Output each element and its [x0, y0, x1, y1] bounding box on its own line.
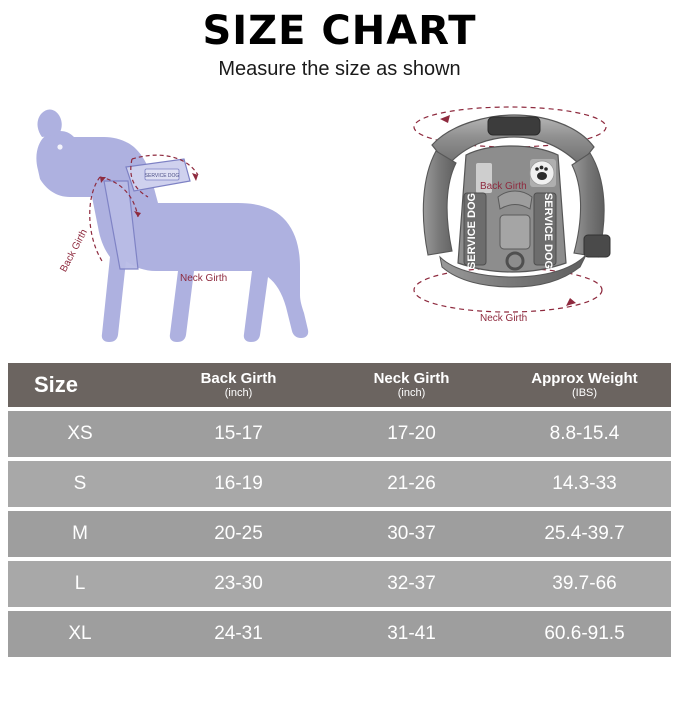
column-header-weight-unit: (IBS): [571, 387, 598, 400]
column-header-back-girth: [152, 363, 325, 407]
cell-back-girth: 24-31: [152, 611, 325, 657]
column-header-neck-girth-unit: (inch): [397, 387, 426, 400]
table-header-row: [8, 363, 671, 407]
table-body: [8, 411, 671, 657]
table-row: [8, 561, 671, 607]
cell-neck-girth: 30-37: [325, 511, 498, 557]
cell-back-girth: 15-17: [152, 411, 325, 457]
cell-weight: 25.4-39.7: [498, 511, 671, 557]
cell-neck-girth: 31-41: [325, 611, 498, 657]
cell-back-girth: 16-19: [152, 461, 325, 507]
cell-neck-girth: 21-26: [325, 461, 498, 507]
svg-text:SERVICE DOG: SERVICE DOG: [542, 192, 554, 270]
column-header-weight-main: Approx Weight: [531, 370, 638, 388]
table-header: [8, 363, 671, 407]
cell-size: XS: [8, 411, 152, 457]
size-table-wrapper: [8, 359, 671, 661]
dog-neck-girth-label: Neck Girth: [180, 273, 228, 284]
illustration-area: [0, 81, 679, 366]
cell-weight: 39.7-66: [498, 561, 671, 607]
table-row: [8, 411, 671, 457]
cell-weight: 8.8-15.4: [498, 411, 671, 457]
column-header-back-girth-unit: (inch): [224, 387, 253, 400]
cell-weight: 14.3-33: [498, 461, 671, 507]
page-subtitle: Measure the size as shown: [218, 58, 461, 80]
column-header-neck-girth-main: Neck Girth: [373, 370, 450, 388]
cell-back-girth: 23-30: [152, 561, 325, 607]
cell-size: M: [8, 511, 152, 557]
cell-back-girth: 20-25: [152, 511, 325, 557]
column-header-weight: [498, 363, 671, 407]
page-title: SIZE CHART: [202, 8, 477, 54]
size-chart-page: [0, 10, 679, 709]
svg-text:SERVICE DOG: SERVICE DOG: [466, 192, 478, 270]
cell-neck-girth: 17-20: [325, 411, 498, 457]
column-header-neck-girth: [325, 363, 498, 407]
harness-neck-girth-label: Neck Girth: [480, 313, 528, 324]
column-header-size: Size: [8, 363, 152, 407]
dog-back-girth-label: Back Girth: [58, 227, 90, 274]
cell-size: XL: [8, 611, 152, 657]
svg-text:SERVICE DOG: SERVICE DOG: [144, 173, 180, 179]
harness-diagram: [380, 85, 660, 360]
table-row: [8, 511, 671, 557]
cell-size: L: [8, 561, 152, 607]
cell-weight: 60.6-91.5: [498, 611, 671, 657]
column-header-back-girth-main: Back Girth: [200, 370, 277, 388]
table-row: [8, 461, 671, 507]
dog-diagram: [8, 85, 338, 360]
cell-neck-girth: 32-37: [325, 561, 498, 607]
cell-size: S: [8, 461, 152, 507]
size-table: [8, 359, 671, 661]
table-row: [8, 611, 671, 657]
dog-silhouette-svg: [8, 85, 338, 360]
harness-back-girth-label: Back Girth: [480, 181, 527, 192]
